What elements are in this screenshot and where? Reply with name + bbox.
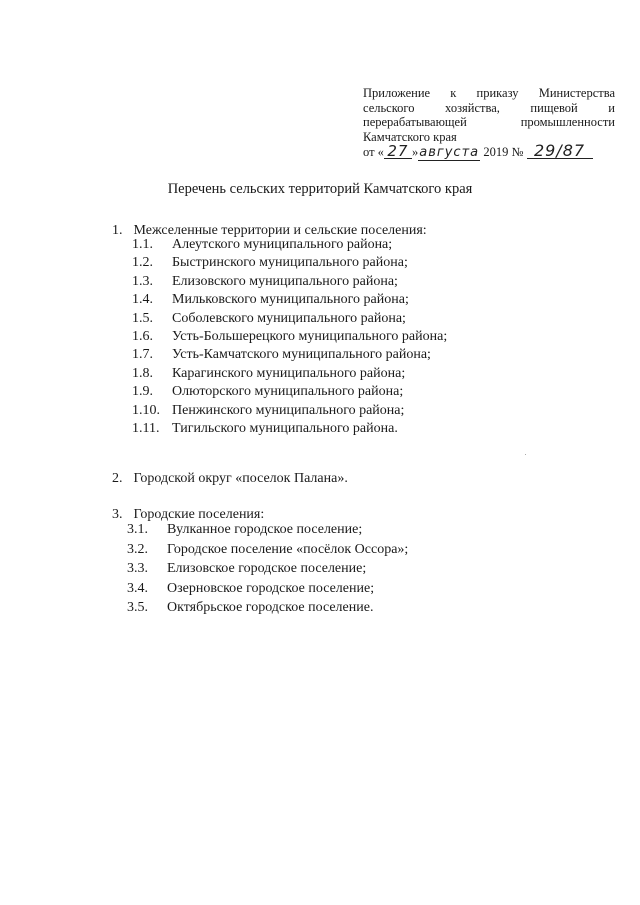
date-prefix: от « (363, 145, 384, 159)
section-number: 2. (112, 471, 123, 486)
list-item (127, 540, 408, 560)
item-number: 1.1. (132, 237, 153, 252)
date-year: 2019 № (483, 145, 524, 159)
section-1-items (132, 236, 447, 438)
item-number: 1.6. (132, 328, 153, 344)
list-item (127, 559, 408, 579)
item-text: Быстринского муниципального района; (172, 255, 408, 271)
section-title: Межселенные территории и сельские поселения: (133, 223, 427, 238)
header-line-3: перерабатывающей промышленности (363, 115, 615, 129)
item-number: 1.3. (132, 273, 153, 289)
header-line-4: Камчатского края (363, 129, 457, 144)
list-item (132, 346, 447, 364)
list-item (132, 310, 447, 328)
list-item (132, 254, 447, 272)
item-number: 1.10. (132, 402, 160, 418)
item-number: 1.4. (132, 292, 153, 308)
list-item (132, 383, 447, 401)
document-title: Перечень сельских территорий Камчатского края (167, 181, 473, 197)
header-line-2: сельского хозяйства, пищевой и (363, 100, 615, 115)
item-text: Елизовское городское поселение; (167, 561, 367, 577)
item-text: Усть-Большерецкого муниципального района; (172, 328, 448, 344)
item-number: 1.2. (132, 255, 153, 271)
date-mid: » (411, 145, 419, 159)
item-text: Усть-Камчатского муниципального района; (172, 347, 431, 363)
section-number: 3. (112, 507, 123, 522)
section-number: 1. (112, 223, 123, 238)
item-number: 1.7. (132, 347, 153, 363)
item-number: 1.11. (132, 420, 160, 436)
item-text: Октябрьское городское поселение. (167, 600, 374, 616)
item-text: Озерновское городское поселение; (167, 580, 375, 596)
item-text: Мильковского муниципального района; (172, 292, 409, 308)
list-item (132, 402, 447, 420)
item-number: 3.4. (127, 580, 148, 596)
section-title: Городской округ «поселок Палана». (133, 471, 348, 486)
item-number: 1.5. (132, 310, 153, 326)
item-text: Елизовского муниципального района; (172, 273, 398, 289)
item-number: 1.9. (132, 384, 153, 400)
list-item (132, 291, 447, 309)
item-text: Соболевского муниципального района; (172, 310, 406, 326)
appendix-header (363, 86, 615, 161)
item-text: Алеутского муниципального района; (172, 237, 393, 252)
order-date-line (363, 141, 615, 161)
section-heading (112, 471, 348, 487)
list-item (127, 520, 408, 540)
handwritten-order-number: 29/87 (527, 144, 593, 159)
list-item (132, 236, 447, 254)
item-number: 3.3. (127, 561, 148, 577)
section-title: Городские поселения: (133, 507, 265, 522)
item-number: 3.1. (127, 522, 148, 537)
item-text: Тигильского муниципального района. (172, 420, 398, 436)
list-item (132, 273, 447, 291)
scan-speck (525, 454, 526, 455)
list-item (132, 365, 447, 383)
list-item (132, 328, 447, 346)
header-line-1: Приложение к приказу Министерства (363, 86, 615, 100)
list-item (127, 579, 408, 599)
item-number: 3.5. (127, 600, 148, 616)
list-item (132, 420, 447, 438)
section-2 (112, 471, 348, 487)
item-number: 3.2. (127, 541, 148, 557)
handwritten-month: августа (419, 145, 480, 160)
item-text: Карагинского муниципального района; (172, 365, 406, 381)
item-text: Вулканное городское поселение; (167, 522, 363, 537)
handwritten-day: 27 (384, 144, 412, 159)
item-number: 1.8. (132, 365, 153, 381)
list-item (127, 598, 408, 618)
section-3-items (127, 520, 408, 618)
item-text: Пенжинского муниципального района; (172, 402, 405, 418)
item-text: Олюторского муниципального района; (172, 384, 404, 400)
item-text: Городское поселение «посёлок Оссора»; (167, 541, 409, 557)
